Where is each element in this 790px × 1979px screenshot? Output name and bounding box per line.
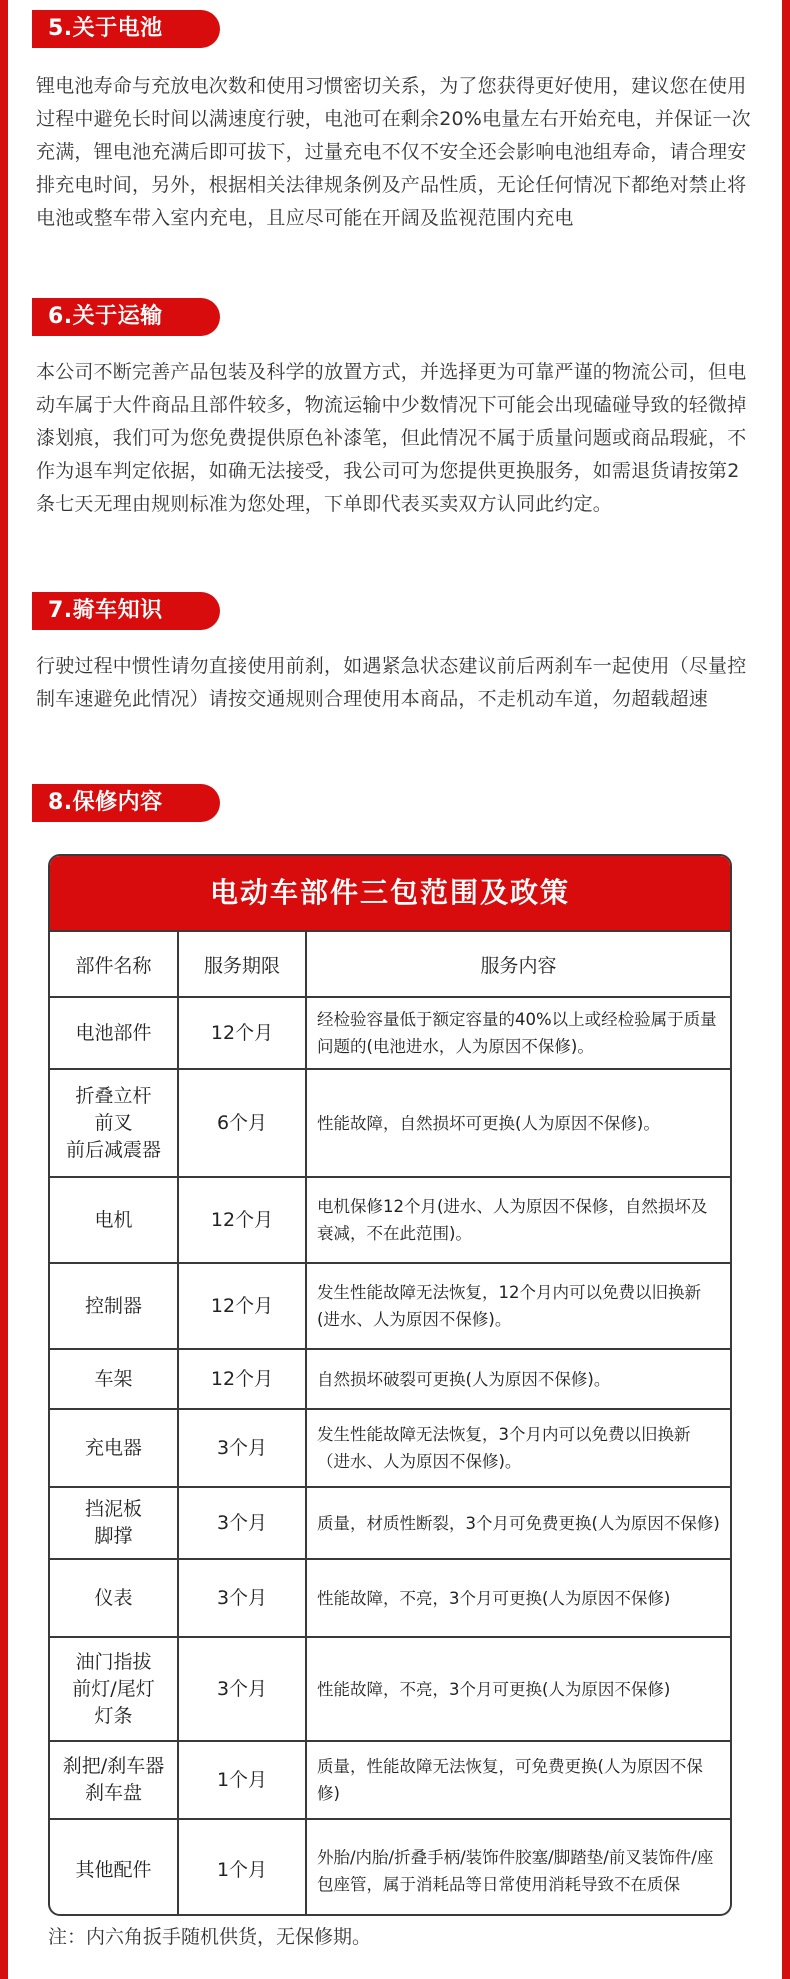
table-row: [50, 1487, 730, 1559]
service-content-cell: 发生性能故障无法恢复，3个月内可以免费以旧换新（进水、人为原因不保修)。: [306, 1409, 730, 1487]
service-period-cell: 12个月: [178, 1177, 306, 1263]
service-period-cell: 12个月: [178, 1263, 306, 1349]
table-row: [50, 1819, 730, 1916]
section-title-warranty: 8.保修内容: [32, 784, 220, 822]
section-title-battery: 5.关于电池: [32, 10, 220, 48]
warranty-table-card: [48, 854, 732, 1916]
part-name-line: 灯条: [94, 1704, 133, 1727]
part-name-cell: [50, 1741, 178, 1819]
header-service-content: 服务内容: [306, 931, 730, 997]
part-name-line: 控制器: [84, 1294, 142, 1317]
part-name-cell: [50, 1349, 178, 1409]
part-name-line: 挡泥板: [84, 1498, 142, 1520]
warranty-table: [50, 930, 730, 1916]
service-period-cell: 12个月: [178, 1349, 306, 1409]
part-name-line: 仪表: [94, 1586, 133, 1609]
part-name-line: 车架: [94, 1367, 133, 1390]
service-period-cell: 6个月: [178, 1069, 306, 1177]
table-row: [50, 1409, 730, 1487]
service-period-cell: 3个月: [178, 1409, 306, 1487]
service-content-cell: 经检验容量低于额定容量的40%以上或经检验属于质量问题的(电池进水，人为原因不保修)。: [306, 997, 730, 1069]
part-name-line: 电机: [94, 1208, 133, 1231]
service-content-cell: 外胎/内胎/折叠手柄/装饰件胶塞/脚踏垫/前叉装饰件/座包座管，属于消耗品等日常使用消耗导致不在质保: [306, 1819, 730, 1916]
service-content-cell: 自然损坏破裂可更换(人为原因不保修)。: [306, 1349, 730, 1409]
service-content-cell: 质量，性能故障无法恢复，可免费更换(人为原因不保修): [306, 1741, 730, 1819]
part-name-cell: [50, 1409, 178, 1487]
part-name-line: 折叠立杆: [75, 1084, 152, 1107]
table-row: [50, 997, 730, 1069]
part-name-line: 脚撑: [94, 1525, 133, 1547]
section-text-battery: 锂电池寿命与充放电次数和使用习惯密切关系，为了您获得更好使用，建议您在使用过程中避免长时间以满速度行驶，电池可在剩余20%电量左右开始充电，并保证一次充满，锂电池充满后即可拔下，过量充电不仅不安全还会影响电池组寿命，请合理安排充电时间，另外，根据相关法律规条例及产品性质，无论任何情况下都绝对禁止将电池或整车带入室内充电，且应尽可能在开阔及监视范围内充电: [36, 75, 751, 229]
part-name-cell: [50, 997, 178, 1069]
section-text-riding: 行驶过程中惯性请勿直接使用前刹，如遇紧急状态建议前后两刹车一起使用（尽量控制车速避免此情况）请按交通规则合理使用本商品，不走机动车道，勿超载超速: [36, 655, 747, 710]
warranty-table-body: [50, 997, 730, 1916]
table-row: [50, 1559, 730, 1637]
part-name-line: 前后减震器: [65, 1138, 161, 1161]
part-name-line: 充电器: [84, 1436, 142, 1459]
header-part-name: 部件名称: [50, 931, 178, 997]
part-name-line: 其他配件: [75, 1859, 152, 1881]
part-name-line: 前灯/尾灯: [72, 1677, 155, 1700]
part-name-cell: [50, 1263, 178, 1349]
service-period-cell: 1个月: [178, 1819, 306, 1916]
part-name-cell: [50, 1637, 178, 1741]
table-row: [50, 1741, 730, 1819]
table-row: [50, 1263, 730, 1349]
part-name-cell: [50, 1819, 178, 1916]
service-period-cell: 1个月: [178, 1741, 306, 1819]
service-content-cell: 电机保修12个月(进水、人为原因不保修，自然损坏及衰减，不在此范围)。: [306, 1177, 730, 1263]
right-red-border: [782, 0, 790, 1979]
part-name-cell: [50, 1177, 178, 1263]
warranty-table-title: 电动车部件三包范围及政策: [50, 856, 730, 930]
service-content-cell: 性能故障，不亮，3个月可更换(人为原因不保修): [306, 1559, 730, 1637]
table-header-row: [50, 931, 730, 997]
part-name-line: 电池部件: [75, 1021, 152, 1044]
table-row: [50, 1177, 730, 1263]
service-period-cell: 3个月: [178, 1559, 306, 1637]
table-row: [50, 1069, 730, 1177]
part-name-cell: [50, 1069, 178, 1177]
left-red-border: [0, 0, 8, 1979]
service-content-cell: 质量，材质性断裂，3个月可免费更换(人为原因不保修): [306, 1487, 730, 1559]
service-content-cell: 性能故障，自然损坏可更换(人为原因不保修)。: [306, 1069, 730, 1177]
part-name-cell: [50, 1559, 178, 1637]
table-row: [50, 1637, 730, 1741]
part-name-line: 前叉: [94, 1111, 133, 1134]
part-name-line: 刹把/刹车器: [62, 1755, 165, 1777]
table-row: [50, 1349, 730, 1409]
part-name-line: 刹车盘: [84, 1782, 142, 1804]
section-text-transport: 本公司不断完善产品包装及科学的放置方式，并选择更为可靠严谨的物流公司，但电动车属于大件商品且部件较多，物流运输中少数情况下可能会出现磕碰导致的轻微掉漆划痕，我们可为您免费提供原色补漆笔，但此情况不属于质量问题或商品瑕疵，不作为退车判定依据，如确无法接受，我公司可为您提供更换服务，如需退货请按第2条七天无理由规则标准为您处理，下单即代表买卖双方认同此约定。: [36, 361, 747, 515]
service-period-cell: 12个月: [178, 997, 306, 1069]
service-content-cell: 发生性能故障无法恢复，12个月内可以免费以旧换新(进水、人为原因不保修)。: [306, 1263, 730, 1349]
part-name-line: 油门指拔: [75, 1650, 152, 1673]
section-title-riding: 7.骑车知识: [32, 592, 220, 630]
footnote: 注：内六角扳手随机供货，无保修期。: [48, 1926, 372, 1948]
service-period-cell: 3个月: [178, 1637, 306, 1741]
service-content-cell: 性能故障，不亮，3个月可更换(人为原因不保修): [306, 1637, 730, 1741]
section-title-transport: 6.关于运输: [32, 298, 220, 336]
service-period-cell: 3个月: [178, 1487, 306, 1559]
header-service-period: 服务期限: [178, 931, 306, 997]
part-name-cell: [50, 1487, 178, 1559]
